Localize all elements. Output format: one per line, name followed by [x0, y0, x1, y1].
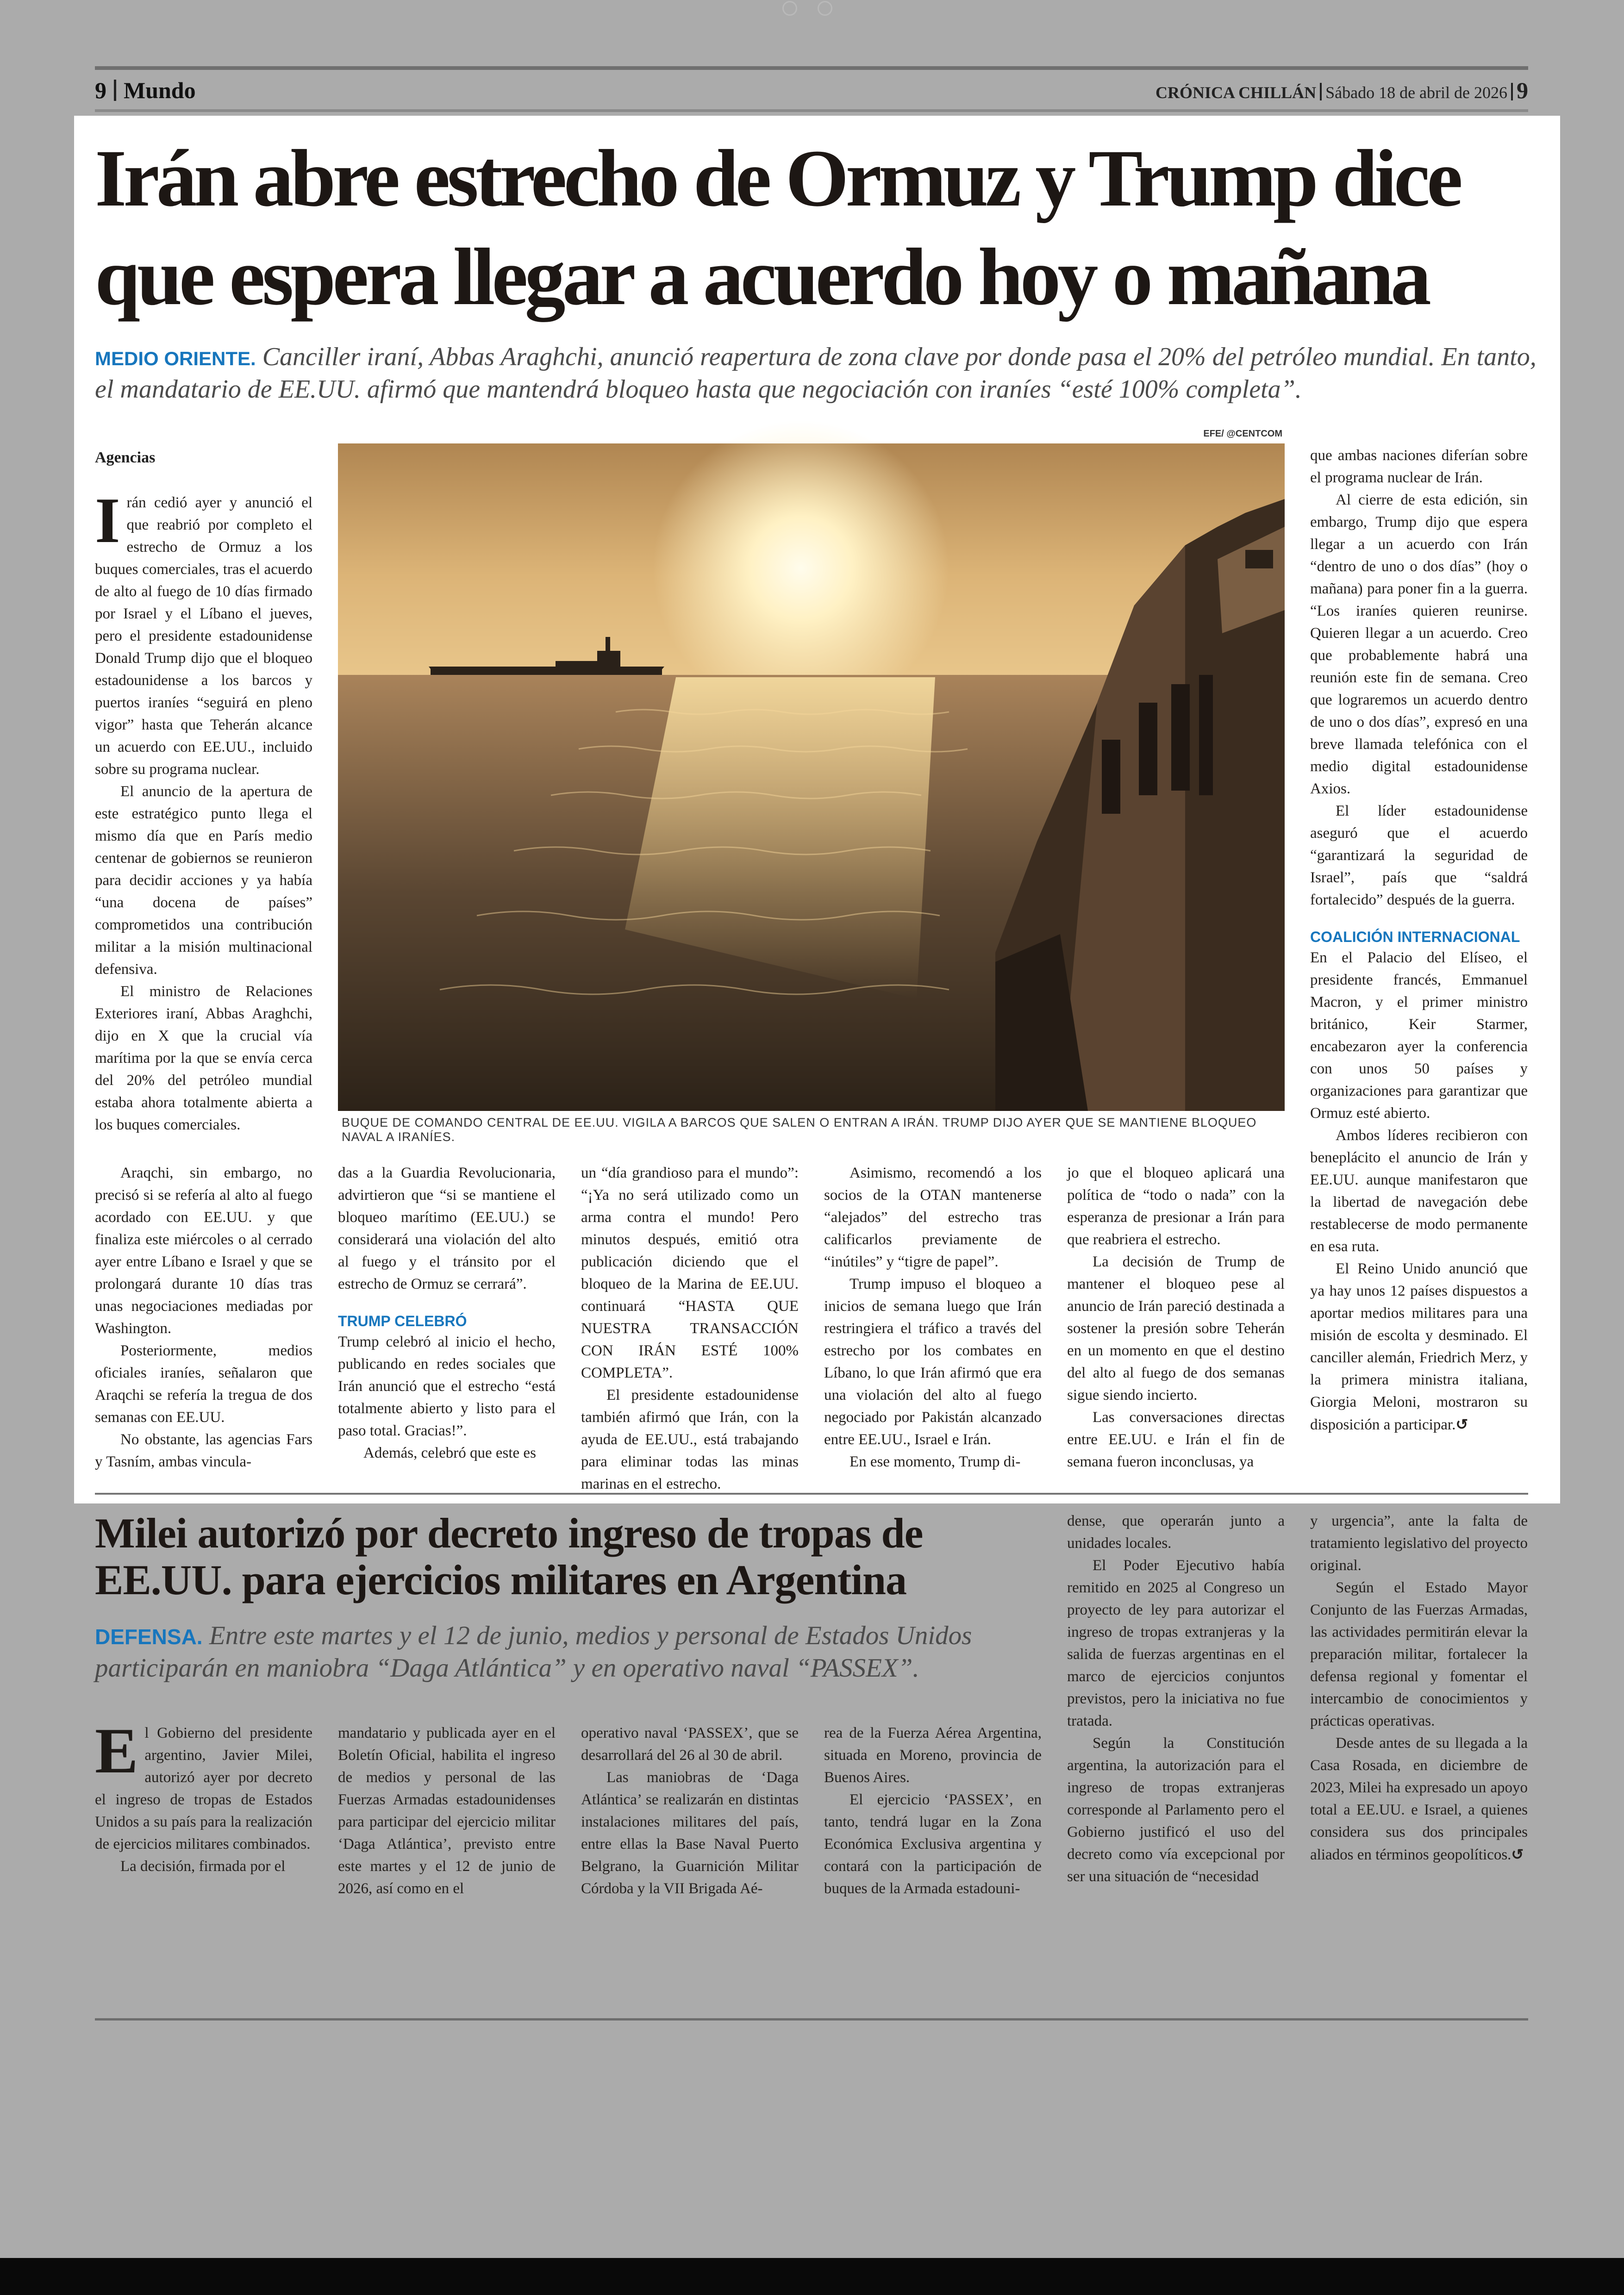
second-article-column-4: [824, 1722, 1042, 1898]
subhead: COALICIÓN INTERNACIONAL: [1310, 929, 1520, 945]
deck-text: Entre este martes y el 12 de junio, medios y personal de Estados Unidos participarán en maniobra “Daga Atlántica” y en operativo naval “PASSEX”.: [95, 1621, 972, 1683]
paragraph: En el Palacio del Elíseo, el presidente francés, Emmanuel Macron, y el primer ministro británico, Keir Starmer, encabezaron ayer la conferencia con unos 50 países y organizaciones para garantizar que Ormuz esté abierto.: [1310, 949, 1528, 1122]
article-column-5: [1067, 1162, 1285, 1470]
paragraph: Según el Estado Mayor Conjunto de las Fuerzas Armadas, las actividades permitirán elevar la preparación militar, fortalecer la defensa regional y fomentar el intercambio de conocimientos y prácticas operativas.: [1310, 1579, 1528, 1729]
photo-credit: EFE/ @CENTCOM: [1203, 429, 1282, 439]
issue-date: Sábado 18 de abril de 2026: [1325, 83, 1507, 102]
paragraph: La decisión de Trump de mantener el bloqueo pese al anuncio de Irán pareció destinada a sostener la presión sobre Teherán en un momento en que el destino del alto al fuego de dos semanas sigue siendo incierto.: [1067, 1254, 1285, 1403]
page-folio: [95, 72, 1528, 109]
subhead: TRUMP CELEBRÓ: [338, 1313, 467, 1329]
drop-cap: E: [95, 1715, 138, 1787]
drop-cap: I: [95, 485, 120, 556]
folio-left: [95, 72, 196, 109]
deck-text: Canciller iraní, Abbas Araghchi, anunció reapertura de zona clave por donde pasa el 20% del petróleo mundial. En tanto, el mandatario de EE.UU. afirmó que mantendrá bloqueo hasta que negociación con iraníes “esté 100% completa”.: [95, 343, 1537, 404]
folio-separator: [114, 80, 116, 101]
folio-separator: [1320, 83, 1322, 100]
paragraph: y urgencia”, ante la falta de tratamiento legislativo del proyecto original.: [1310, 1513, 1528, 1574]
paragraph: La decisión, firmada por el: [120, 1858, 286, 1875]
paragraph: un “día grandioso para el mundo”: “¡Ya no será utilizado como un arma contra el mundo! Pero minutos después, emitió otra publicación diciendo que el bloqueo de la Marina de EE.UU. continuará “HASTA QUE NUESTRA TRANSACCIÓN CON IRÁN ESTÉ 100% COMPLETA”.: [581, 1165, 799, 1381]
page-bottom-rule: [95, 2018, 1528, 2021]
paragraph: Ambos líderes recibieron con beneplácito el anuncio de Irán y EE.UU. aunque manifestaron que la libertad de navegación debe restablecerse de modo permanente en esa ruta.: [1310, 1127, 1528, 1255]
viewer-bottom-bar: [0, 2258, 1624, 2295]
paragraph: El ejercicio ‘PASSEX’, en tanto, tendrá lugar en la Zona Económica Exclusiva argentina y contará con la participación de buques de la Armada estadouni-: [824, 1791, 1042, 1897]
paragraph: Asimismo, recomendó a los socios de la OTAN mantenerse “alejados” del estrecho tras calificarlos previamente de “inútiles” y “tigre de papel”.: [824, 1165, 1042, 1270]
article-column-2: [338, 1162, 556, 1461]
paragraph: Al cierre de esta edición, sin embargo, Trump dijo que espera llegar a un acuerdo con Irán “dentro de uno o dos días” (hoy o mañana) para poner fin a la guerra. “Los iraníes quieren reunirse. Quieren llegar a un acuerdo. Creo que probablemente habrá una reunión este fin de semana. Creo que lograremos un acuerdo dentro de uno o dos días”, expresó en una breve llamada telefónica con el medio digital estadounidense Axios.: [1310, 492, 1528, 797]
second-article-column-3: [581, 1722, 799, 1898]
publication-name: CRÓNICA CHILLÁN: [1156, 83, 1317, 102]
paragraph: Según la Constitución argentina, la autorización para el ingreso de tropas extranjeras corresponde al Parlamento pero el Gobierno justificó el uso del decreto como vía excepcional por ser una situación de “necesidad: [1067, 1735, 1285, 1885]
article-column-1a: [95, 485, 312, 1133]
paragraph: Trump impuso el bloqueo a inicios de semana luego que Irán restringiera el tráfico a través del estrecho por los combates en Líbano, lo que Irán afirmó que era una violación del alto al fuego negociado por Pakistán alcanzado entre EE.UU., Israel e Irán.: [824, 1276, 1042, 1448]
article-deck: [95, 342, 1544, 405]
article-headline: Irán abre estrecho de Ormuz y Trump dice que espera llegar a acuerdo hoy o mañana: [95, 133, 1460, 322]
paragraph: rea de la Fuerza Aérea Argentina, situada en Moreno, provincia de Buenos Aires.: [824, 1725, 1042, 1786]
section-divider: [95, 1493, 1528, 1495]
end-of-article-icon: ↺: [1511, 1846, 1524, 1863]
paragraph: operativo naval ‘PASSEX’, que se desarrollará del 26 al 30 de abril.: [581, 1725, 799, 1764]
paragraph: Desde antes de su llegada a la Casa Rosada, en diciembre de 2023, Milei ha expresado un apoyo total a EE.UU. e Israel, a quienes considera sus dos principales aliados en términos geopolíticos.↺: [1310, 1735, 1528, 1863]
article-column-3: [581, 1162, 799, 1492]
second-article-column-6: [1310, 1510, 1528, 1899]
article-column-4: [824, 1162, 1042, 1470]
folio-right: [1156, 72, 1528, 111]
article-photo: [338, 443, 1285, 1111]
paragraph: Las maniobras de ‘Daga Atlántica’ se realizarán en distintas instalaciones militares del país, entre ellas la Base Naval Puerto Belgrano, la Guarnición Militar Córdoba y la VII Brigada Aé-: [581, 1769, 799, 1897]
page-number-right: 9: [1517, 77, 1528, 103]
folio-separator: [1511, 83, 1513, 100]
article-column-6: [1310, 444, 1528, 1449]
paragraph: Irán cedió ayer y anunció el que reabrió por completo el estrecho de Ormuz a los buques comerciales, tras el acuerdo de alto al fuego de 10 días firmado por Israel y el Líbano el jueves, pero el presidente estadounidense Donald Trump dijo que el bloqueo estadounidense a los barcos y puertos iraníes “seguirá en pleno vigor” hasta que Teherán alcance un acuerdo con EE.UU., incluido sobre su programa nuclear.: [95, 485, 312, 778]
page-nav: [782, 1, 832, 16]
nav-dot-next[interactable]: [818, 1, 832, 16]
folio-rule: [95, 109, 1528, 112]
paragraph: Además, celebró que este es: [363, 1445, 536, 1461]
paragraph: No obstante, las agencias Fars y Tasním, ambas vincula-: [95, 1431, 312, 1470]
paragraph: Las conversaciones directas entre EE.UU. e Irán el fin de semana fueron inconclusas, ya: [1067, 1409, 1285, 1470]
paragraph: El ministro de Relaciones Exteriores iraní, Abbas Araghchi, dijo en X que la crucial vía marítima por la que se envía cerca del 20% del petróleo mundial estaba ahora totalmente abierta a los buques comerciales.: [95, 983, 312, 1133]
photo-caption: BUQUE DE COMANDO CENTRAL DE EE.UU. VIGILA A BARCOS QUE SALEN O ENTRAN A IRÁN. TRUMP DIJO AYER QUE SE MANTIENE BLOQUEO NAVAL A IRANÍES.: [342, 1116, 1257, 1144]
nav-dot-prev[interactable]: [782, 1, 797, 16]
paragraph: En ese momento, Trump di-: [849, 1453, 1021, 1470]
end-of-article-icon: ↺: [1455, 1416, 1468, 1433]
section-name: Mundo: [124, 77, 196, 103]
page-number: 9: [95, 77, 106, 103]
paragraph: El Reino Unido anunció que ya hay unos 12 países dispuestos a aportar medios militares para una misión de escolta y desminado. El canciller alemán, Friedrich Merz, y la primera ministra italiana, Giorgia Meloni, mostraron su disposición a participar.↺: [1310, 1260, 1528, 1433]
second-article-headline: Milei autorizó por decreto ingreso de tropas de EE.UU. para ejercicios militares en Argentina: [95, 1509, 923, 1604]
article-column-1b: [95, 1162, 312, 1470]
paragraph: El líder estadounidense aseguró que el acuerdo “garantizará la seguridad de Israel”, país que “saldrá fortalecido” después de la guerra.: [1310, 803, 1528, 908]
paragraph: mandatario y publicada ayer en el Boletín Oficial, habilita el ingreso de medios y personal de las Fuerzas Armadas estadounidenses para participar del ejercicio militar ‘Daga Atlántica’, previsto entre este martes y el 12 de junio de 2026, así como en el: [338, 1725, 556, 1897]
main-article: [74, 116, 1560, 1503]
paragraph: El presidente estadounidense también afirmó que Irán, con la ayuda de EE.UU., está trabajando para eliminar todas las minas marinas en el estrecho.: [581, 1387, 799, 1492]
paragraph: Araqchi, sin embargo, no precisó si se refería al alto al fuego acordado con EE.UU. y que finaliza este miércoles o al cerrado ayer entre Líbano e Israel y que se prolongará durante 10 días tras unas negociaciones mediadas por Washington.: [95, 1165, 312, 1337]
paragraph: dense, que operarán junto a unidades locales.: [1067, 1513, 1285, 1552]
deck-kicker: DEFENSA.: [95, 1625, 203, 1649]
paragraph: El Poder Ejecutivo había remitido en 2025 al Congreso un proyecto de ley para autorizar el ingreso de tropas extranjeras y la salida de fuerzas argentinas en el marco de ejercicios conjuntos previstos, pero la iniciativa no fue tratada.: [1067, 1557, 1285, 1729]
paragraph: El Gobierno del presidente argentino, Javier Milei, autorizó ayer por decreto el ingreso de tropas de Estados Unidos a su país para la realización de ejercicios militares combinados.: [95, 1715, 312, 1852]
second-article-column-1: [95, 1715, 312, 1898]
byline: Agencias: [95, 449, 156, 466]
paragraph: Trump celebró al inicio el hecho, publicando en redes sociales que Irán anunció que el estrecho “está totalmente abierto y listo para el paso total. Gracias!”.: [338, 1334, 556, 1439]
deck-kicker: MEDIO ORIENTE.: [95, 348, 256, 369]
second-article-column-5: [1067, 1510, 1285, 1899]
second-article-column-2: [338, 1722, 556, 1898]
paragraph: que ambas naciones diferían sobre el programa nuclear de Irán.: [1310, 447, 1528, 486]
paragraph: das a la Guardia Revolucionaria, advirtieron que “si se mantiene el bloqueo marítimo (EE.UU.) se considerará una violación del alto al fuego y el tránsito por el estrecho de Ormuz se cerrará”.: [338, 1165, 556, 1292]
paragraph: jo que el bloqueo aplicará una política de “todo o nada” con la esperanza de presionar a Irán para que reabriera el estrecho.: [1067, 1165, 1285, 1248]
paragraph: El anuncio de la apertura de este estratégico punto llega el mismo día que en París medio centenar de gobiernos se reunieron para decidir acciones y ya había “una docena de países” comprometidos una contribución militar a la misión multinacional defensiva.: [95, 783, 312, 978]
top-rule: [95, 66, 1528, 70]
second-article-deck: [95, 1620, 1067, 1684]
paragraph: Posteriormente, medios oficiales iraníes, señalaron que Araqchi se refería la tregua de dos semanas con EE.UU.: [95, 1342, 312, 1426]
